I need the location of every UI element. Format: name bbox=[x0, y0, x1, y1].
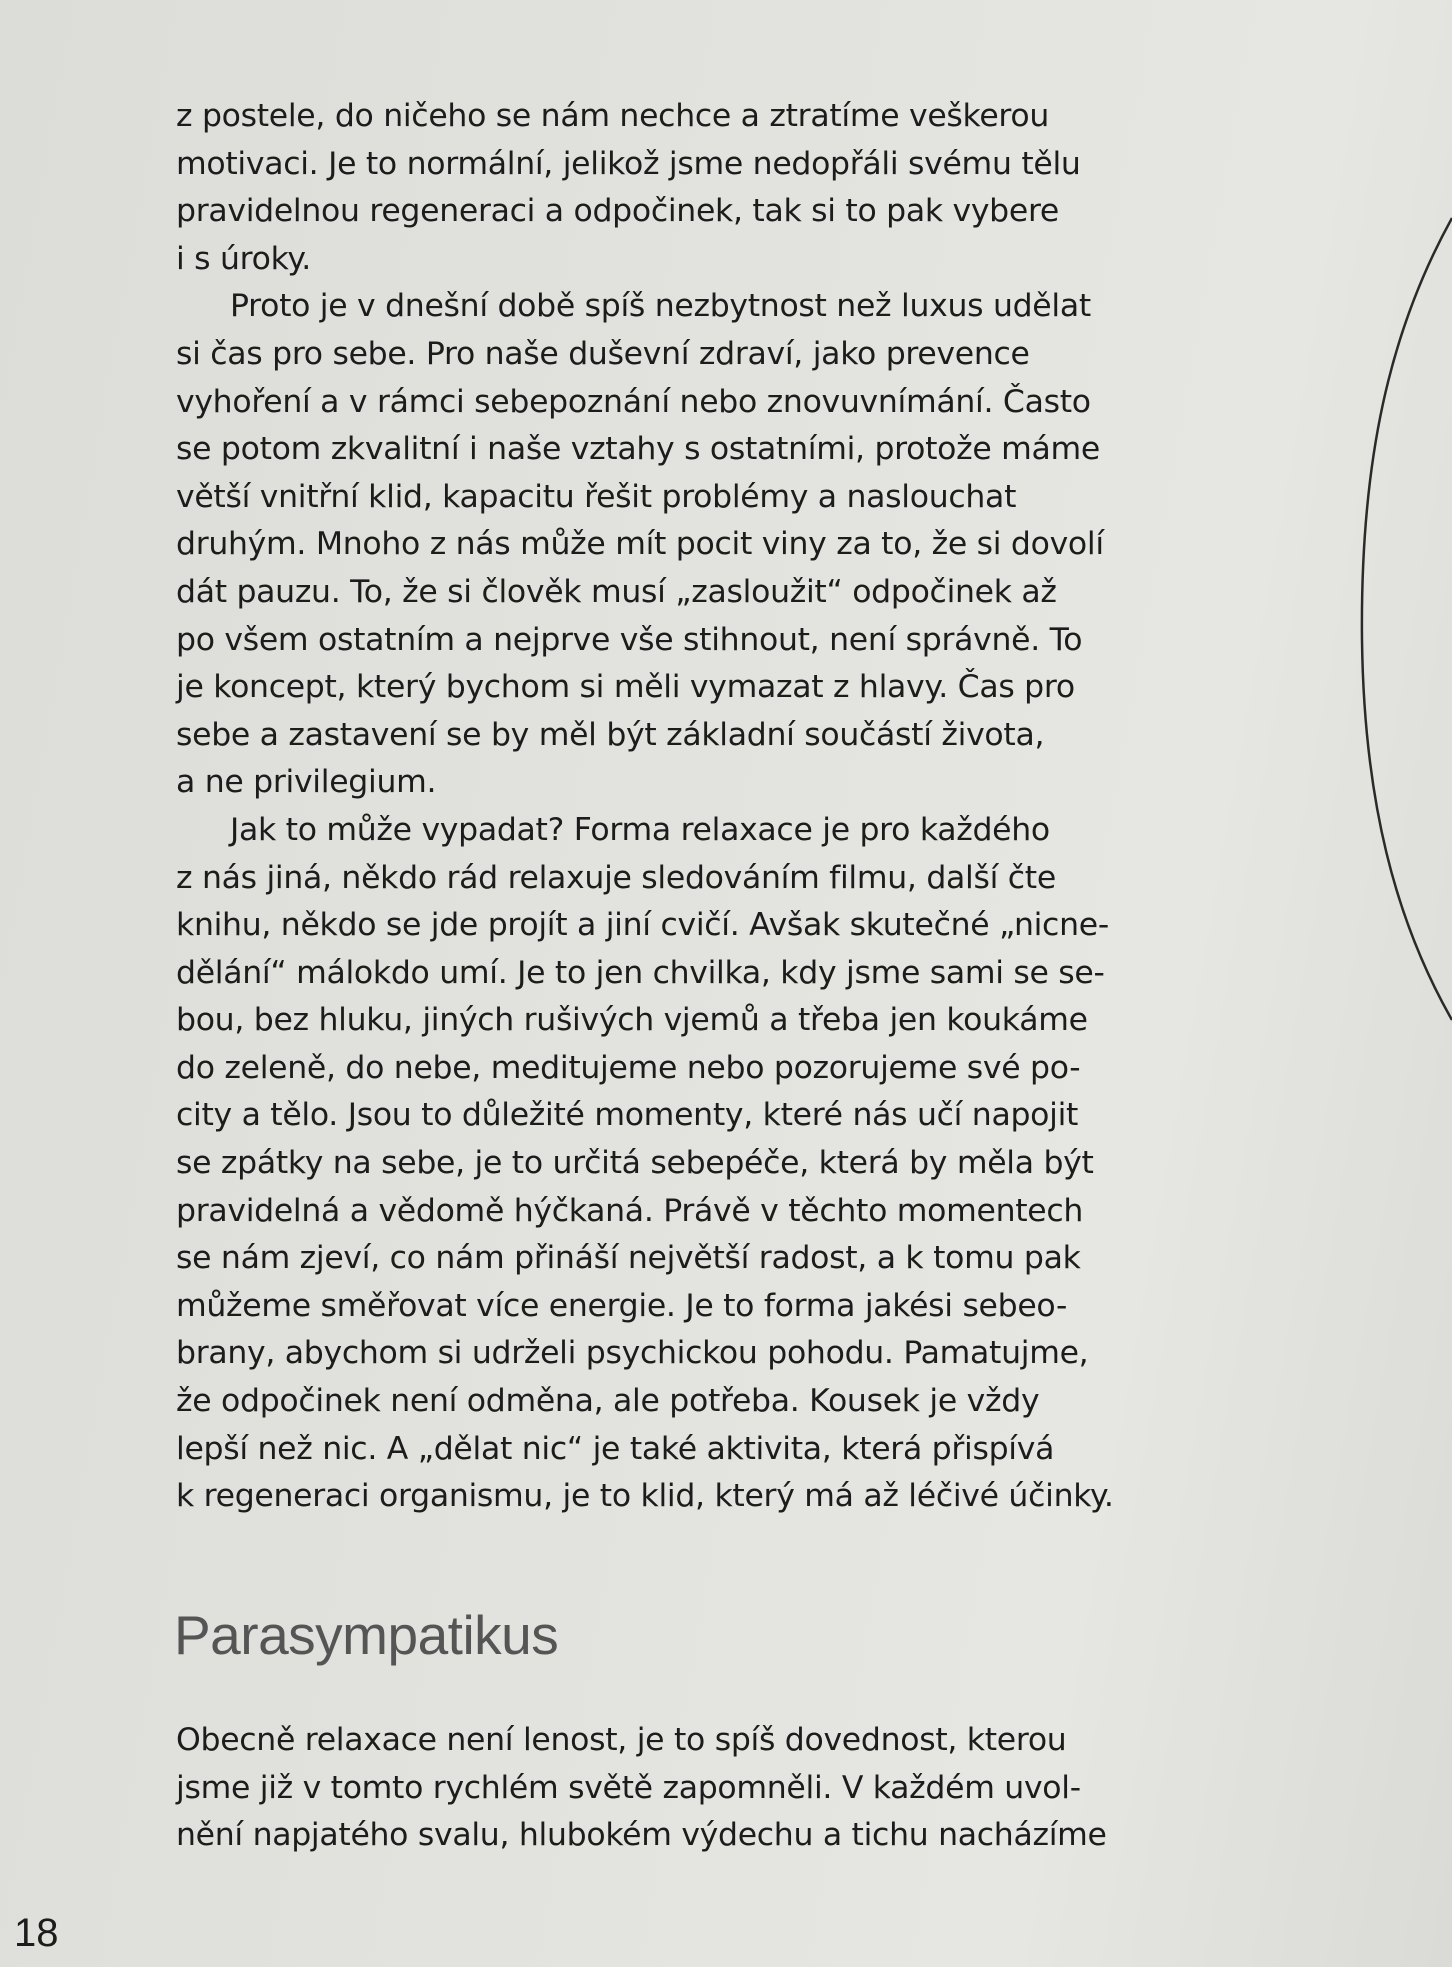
text-line: do zeleně, do nebe, meditujeme nebo pozorujeme své po- bbox=[176, 1049, 1081, 1086]
paragraph bbox=[176, 93, 1201, 283]
text-line: se nám zjeví, co nám přináší největší radost, a k tomu pak bbox=[176, 1240, 1081, 1277]
text-line: i s úroky. bbox=[176, 240, 311, 277]
text-line: po všem ostatním a nejprve vše stihnout, není správně. To bbox=[176, 621, 1083, 658]
text-line: že odpočinek není odměna, ale potřeba. Kousek je vždy bbox=[176, 1383, 1040, 1420]
section-heading: Parasympatikus bbox=[174, 1604, 559, 1666]
text-line: z nás jiná, někdo rád relaxuje sledováním filmu, další čte bbox=[176, 859, 1056, 896]
text-line: brany, abychom si udrželi psychickou pohodu. Pamatujme, bbox=[176, 1335, 1089, 1372]
text-line: dělání“ málokdo umí. Je to jen chvilka, kdy jsme sami se se- bbox=[176, 954, 1105, 991]
text-line: dát pauzu. To, že si člověk musí „zasloužit“ odpočinek až bbox=[176, 573, 1057, 610]
text-line: a ne privilegium. bbox=[176, 764, 437, 801]
text-line: je koncept, který bychom si měli vymazat z hlavy. Čas pro bbox=[176, 669, 1075, 706]
paragraph bbox=[176, 807, 1201, 1521]
page-number: 18 bbox=[14, 1911, 59, 1955]
text-line: se potom zkvalitní i naše vztahy s ostatními, protože máme bbox=[176, 431, 1101, 468]
paragraph bbox=[176, 283, 1201, 807]
text-line: vyhoření a v rámci sebepoznání nebo znovuvnímání. Často bbox=[176, 383, 1091, 420]
text-line: sebe a zastavení se by měl být základní součástí života, bbox=[176, 716, 1045, 753]
text-line: k regeneraci organismu, je to klid, který má až léčivé účinky. bbox=[176, 1478, 1114, 1515]
body-text bbox=[176, 93, 1201, 1521]
text-line: city a tělo. Jsou to důležité momenty, které nás učí napojit bbox=[176, 1097, 1079, 1134]
text-line: nění napjatého svalu, hlubokém výdechu a tichu nacházíme bbox=[176, 1817, 1107, 1854]
text-line: Obecně relaxace není lenost, je to spíš dovednost, kterou bbox=[176, 1722, 1067, 1758]
text-line: se zpátky na sebe, je to určitá sebepéče, která by měla být bbox=[176, 1145, 1094, 1182]
text-line: pravidelná a vědomě hýčkaná. Právě v těchto momentech bbox=[176, 1192, 1084, 1229]
text-line: si čas pro sebe. Pro naše duševní zdraví, jako prevence bbox=[176, 335, 1030, 372]
text-line: lepší než nic. A „dělat nic“ je také aktivita, která přispívá bbox=[176, 1430, 1055, 1467]
text-line: Proto je v dnešní době spíš nezbytnost než luxus udělat bbox=[230, 288, 1091, 325]
text-line: můžeme směřovat více energie. Je to forma jakési sebeo- bbox=[176, 1287, 1068, 1324]
section-text bbox=[176, 1717, 1201, 1860]
text-line: pravidelnou regeneraci a odpočinek, tak si to pak vybere bbox=[176, 193, 1059, 230]
text-line: bou, bez hluku, jiných rušivých vjemů a třeba jen koukáme bbox=[176, 1002, 1088, 1039]
text-line: jsme již v tomto rychlém světě zapomněli. V každém uvol- bbox=[176, 1769, 1081, 1806]
text-line: druhým. Mnoho z nás může mít pocit viny za to, že si dovolí bbox=[176, 526, 1104, 563]
text-line: motivaci. Je to normální, jelikož jsme nedopřáli svému tělu bbox=[176, 145, 1081, 182]
text-line: větší vnitřní klid, kapacitu řešit problémy a naslouchat bbox=[176, 478, 1017, 515]
text-line: z postele, do ničeho se nám nechce a ztratíme veškerou bbox=[176, 98, 1050, 134]
text-line: knihu, někdo se jde projít a jiní cvičí. Avšak skutečné „nicne- bbox=[176, 907, 1109, 944]
text-line: Jak to může vypadat? Forma relaxace je pro každého bbox=[230, 811, 1050, 848]
